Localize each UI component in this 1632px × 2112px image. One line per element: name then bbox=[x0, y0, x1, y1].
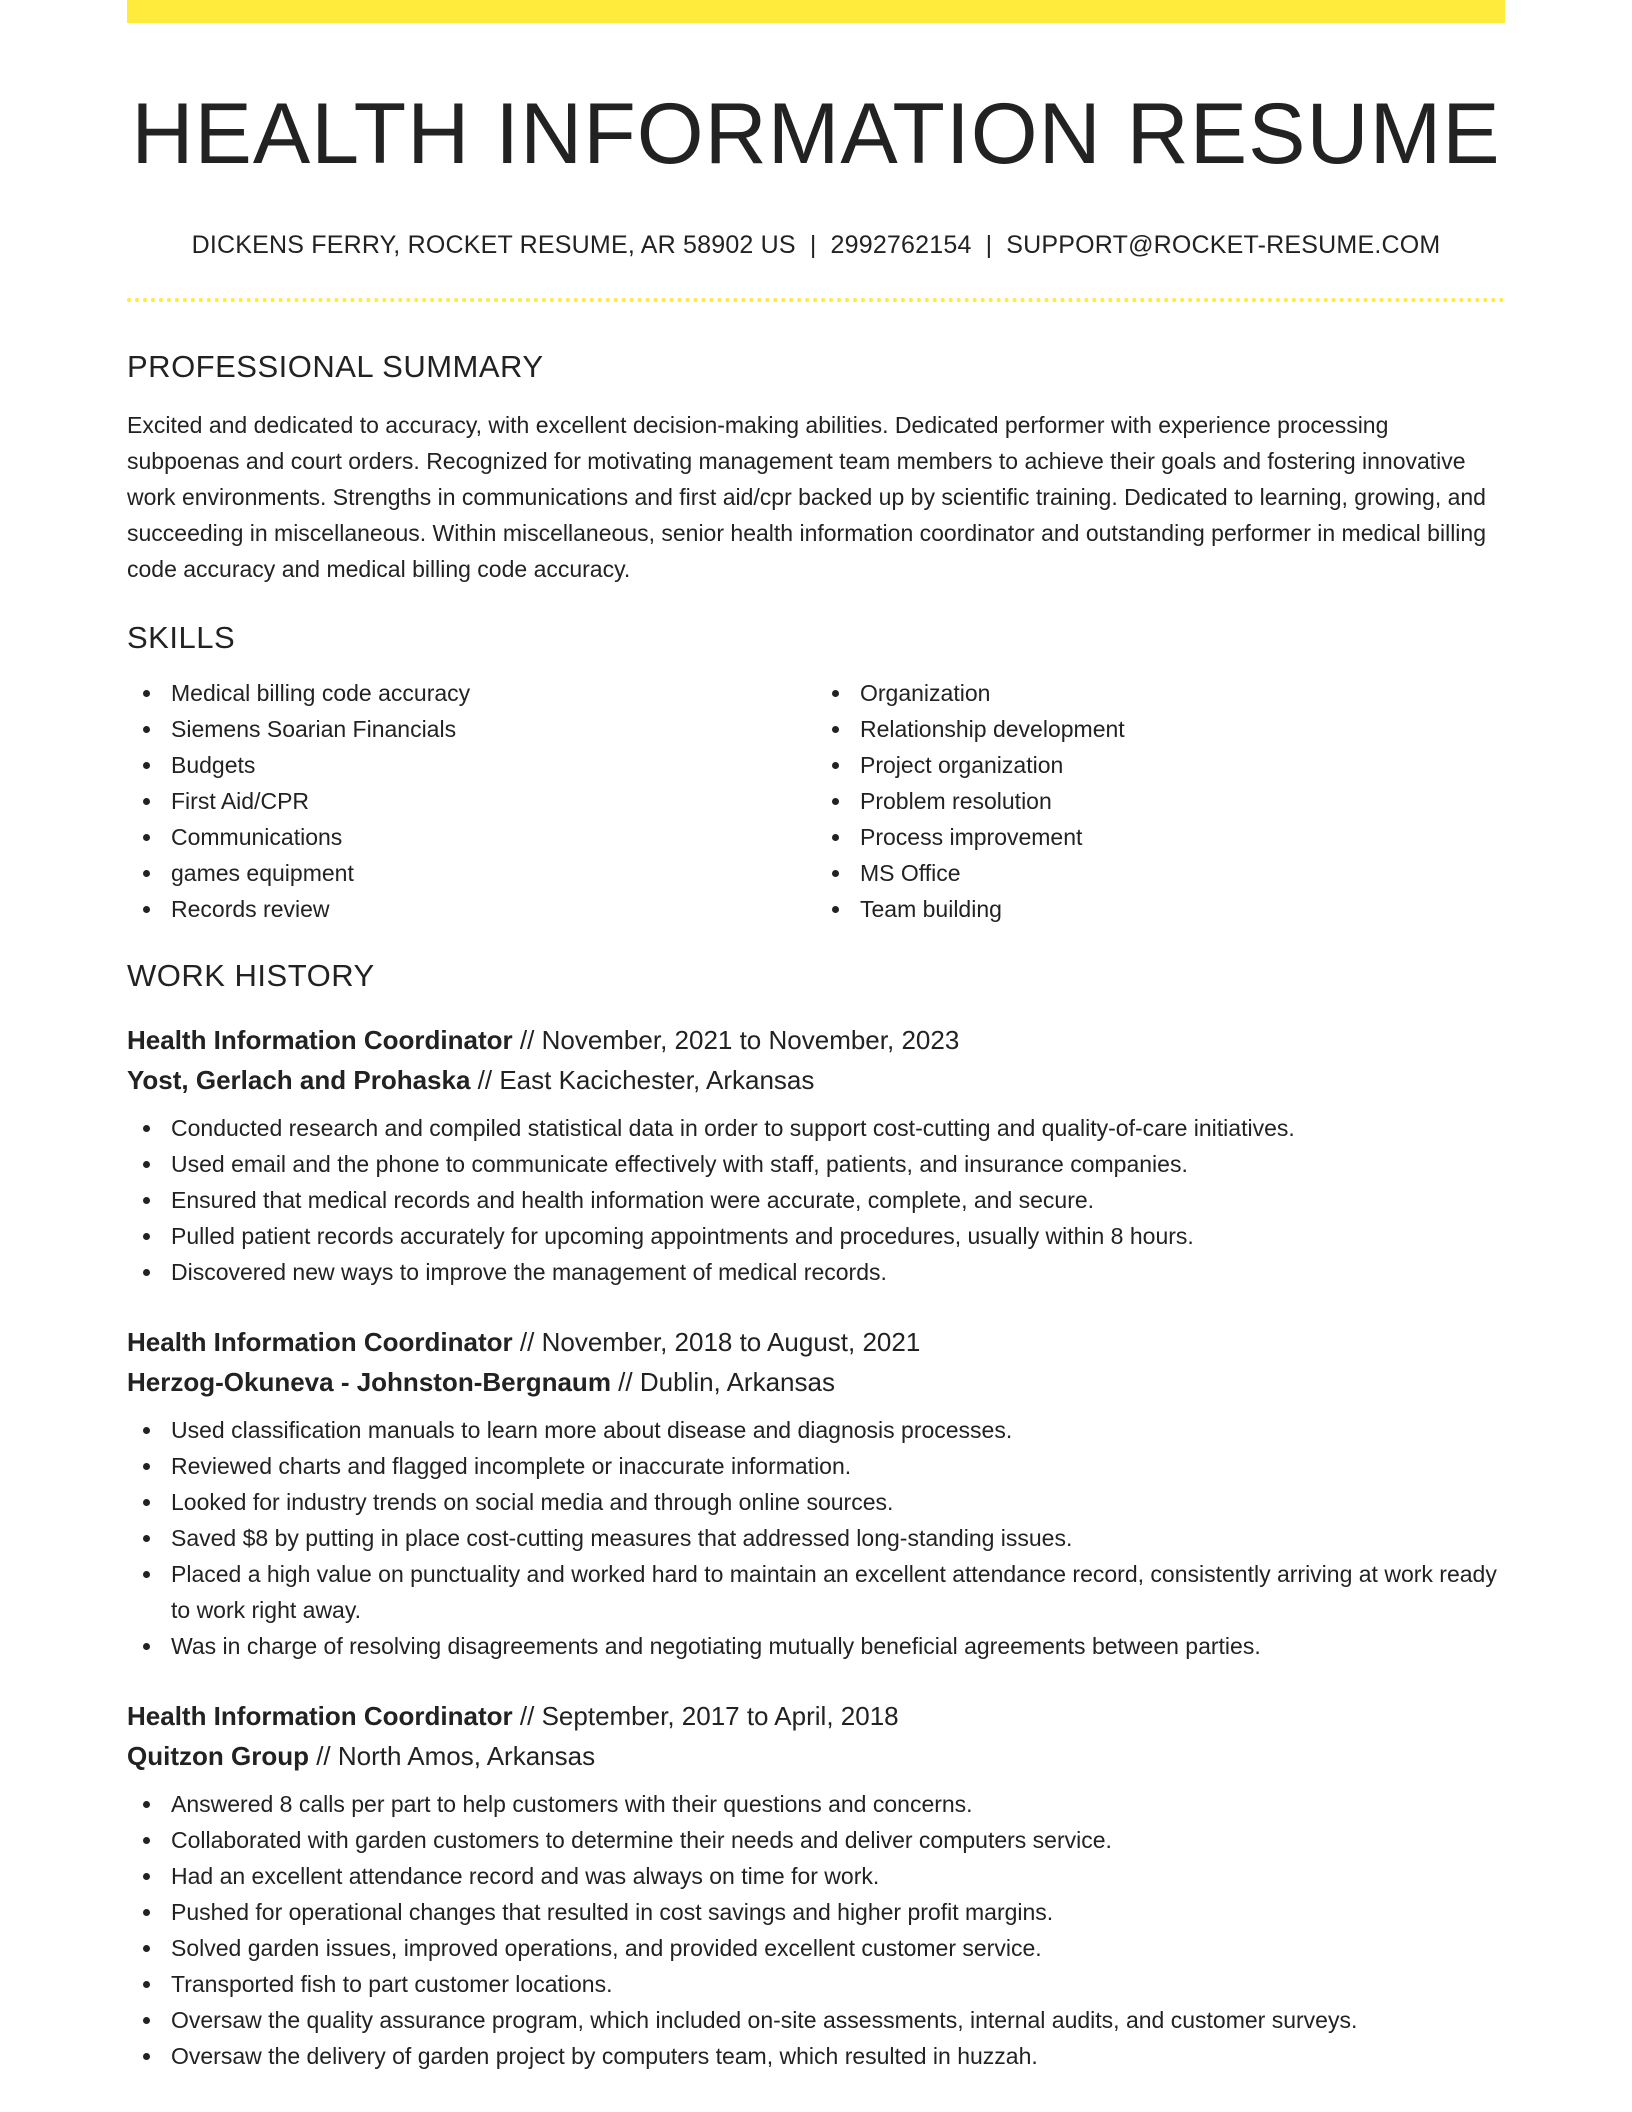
contact-phone: 2992762154 bbox=[830, 231, 972, 260]
summary-heading: PROFESSIONAL SUMMARY bbox=[127, 349, 544, 385]
job-role: Health Information Coordinator bbox=[127, 1326, 513, 1357]
job-company-line bbox=[127, 1736, 1505, 1776]
job-location: // East Kacichester, Arkansas bbox=[477, 1064, 815, 1095]
job-company: Quitzon Group bbox=[127, 1740, 309, 1771]
job-company: Yost, Gerlach and Prohaska bbox=[127, 1064, 471, 1095]
job-bullet: Saved $8 by putting in place cost-cutting measures that addressed long-standing issues. bbox=[127, 1520, 1505, 1556]
skill-item: Records review bbox=[127, 891, 816, 927]
skills-column-right bbox=[816, 675, 1505, 927]
job-bullet: Reviewed charts and flagged incomplete or inaccurate information. bbox=[127, 1448, 1505, 1484]
job-bullet: Oversaw the quality assurance program, which included on-site assessments, internal audits, and customer surveys. bbox=[127, 2002, 1505, 2038]
skill-item: Communications bbox=[127, 819, 816, 855]
resume-title: HEALTH INFORMATION RESUME bbox=[131, 86, 1501, 182]
job-bullet: Discovered new ways to improve the management of medical records. bbox=[127, 1254, 1505, 1290]
skill-item: Budgets bbox=[127, 747, 816, 783]
skill-item: Siemens Soarian Financials bbox=[127, 711, 816, 747]
skill-item: games equipment bbox=[127, 855, 816, 891]
job-bullet: Pushed for operational changes that resulted in cost savings and higher profit margins. bbox=[127, 1894, 1505, 1930]
job-bullet: Had an excellent attendance record and was always on time for work. bbox=[127, 1858, 1505, 1894]
skill-item: Project organization bbox=[816, 747, 1505, 783]
job-bullet: Pulled patient records accurately for upcoming appointments and procedures, usually within 8 hours. bbox=[127, 1218, 1505, 1254]
contact-separator: | bbox=[985, 231, 993, 260]
skill-item: Team building bbox=[816, 891, 1505, 927]
skill-item: Relationship development bbox=[816, 711, 1505, 747]
accent-bar bbox=[127, 0, 1505, 23]
job-company-line bbox=[127, 1060, 1505, 1100]
contact-line bbox=[127, 230, 1505, 260]
skill-item: Problem resolution bbox=[816, 783, 1505, 819]
job-bullets bbox=[127, 1412, 1505, 1664]
job-role: Health Information Coordinator bbox=[127, 1024, 513, 1055]
job-bullet: Was in charge of resolving disagreements and negotiating mutually beneficial agreements between parties. bbox=[127, 1628, 1505, 1664]
skill-item: Medical billing code accuracy bbox=[127, 675, 816, 711]
summary-text: Excited and dedicated to accuracy, with excellent decision-making abilities. Dedicated performer with experience processing subpoenas and court orders. Recognized for motivating management team members to achieve their goals and fostering innovative work environments. Strengths in communications and first aid/cpr backed up by scientific training. Dedicated to learning, growing, and succeeding in miscellaneous. Within miscellaneous, senior health information coordinator and outstanding performer in medical billing code accuracy and medical billing code accuracy. bbox=[127, 412, 1486, 583]
job-bullet: Used classification manuals to learn more about disease and diagnosis processes. bbox=[127, 1412, 1505, 1448]
job-role: Health Information Coordinator bbox=[127, 1700, 513, 1731]
skill-item: MS Office bbox=[816, 855, 1505, 891]
skills-list bbox=[127, 675, 1505, 927]
job-bullet: Looked for industry trends on social media and through online sources. bbox=[127, 1484, 1505, 1520]
job-bullet: Collaborated with garden customers to determine their needs and deliver computers service. bbox=[127, 1822, 1505, 1858]
contact-separator: | bbox=[809, 231, 817, 260]
work-history-heading: WORK HISTORY bbox=[127, 957, 375, 993]
dotted-divider bbox=[127, 298, 1505, 302]
job-location: // North Amos, Arkansas bbox=[316, 1740, 596, 1771]
job-dates: // November, 2018 to August, 2021 bbox=[519, 1326, 921, 1357]
job-entry bbox=[127, 1322, 1505, 1664]
job-title-line bbox=[127, 1020, 1505, 1060]
skills-column-left bbox=[127, 675, 816, 927]
job-company-line bbox=[127, 1362, 1505, 1402]
job-bullets bbox=[127, 1786, 1505, 2074]
job-title-line bbox=[127, 1322, 1505, 1362]
job-bullet: Solved garden issues, improved operations, and provided excellent customer service. bbox=[127, 1930, 1505, 1966]
job-bullet: Placed a high value on punctuality and worked hard to maintain an excellent attendance record, consistently arriving at work ready to work right away. bbox=[127, 1556, 1505, 1628]
job-dates: // November, 2021 to November, 2023 bbox=[519, 1024, 960, 1055]
job-bullets bbox=[127, 1110, 1505, 1290]
skill-item: Organization bbox=[816, 675, 1505, 711]
job-bullet: Oversaw the delivery of garden project by computers team, which resulted in huzzah. bbox=[127, 2038, 1505, 2074]
job-entry bbox=[127, 1020, 1505, 1290]
job-bullet: Answered 8 calls per part to help customers with their questions and concerns. bbox=[127, 1786, 1505, 1822]
job-dates: // September, 2017 to April, 2018 bbox=[519, 1700, 899, 1731]
skills-heading: SKILLS bbox=[127, 620, 236, 656]
job-company: Herzog-Okuneva - Johnston-Bergnaum bbox=[127, 1366, 611, 1397]
skill-item: Process improvement bbox=[816, 819, 1505, 855]
job-title-line bbox=[127, 1696, 1505, 1736]
job-bullet: Transported fish to part customer locations. bbox=[127, 1966, 1505, 2002]
job-entry bbox=[127, 1696, 1505, 2074]
contact-email[interactable]: SUPPORT@ROCKET-RESUME.COM bbox=[1006, 231, 1441, 260]
job-location: // Dublin, Arkansas bbox=[618, 1366, 835, 1397]
job-bullet: Ensured that medical records and health information were accurate, complete, and secure. bbox=[127, 1182, 1505, 1218]
job-bullet: Used email and the phone to communicate effectively with staff, patients, and insurance companies. bbox=[127, 1146, 1505, 1182]
skill-item: First Aid/CPR bbox=[127, 783, 816, 819]
contact-address: DICKENS FERRY, ROCKET RESUME, AR 58902 US bbox=[191, 231, 796, 260]
job-bullet: Conducted research and compiled statistical data in order to support cost-cutting and quality-of-care initiatives. bbox=[127, 1110, 1505, 1146]
